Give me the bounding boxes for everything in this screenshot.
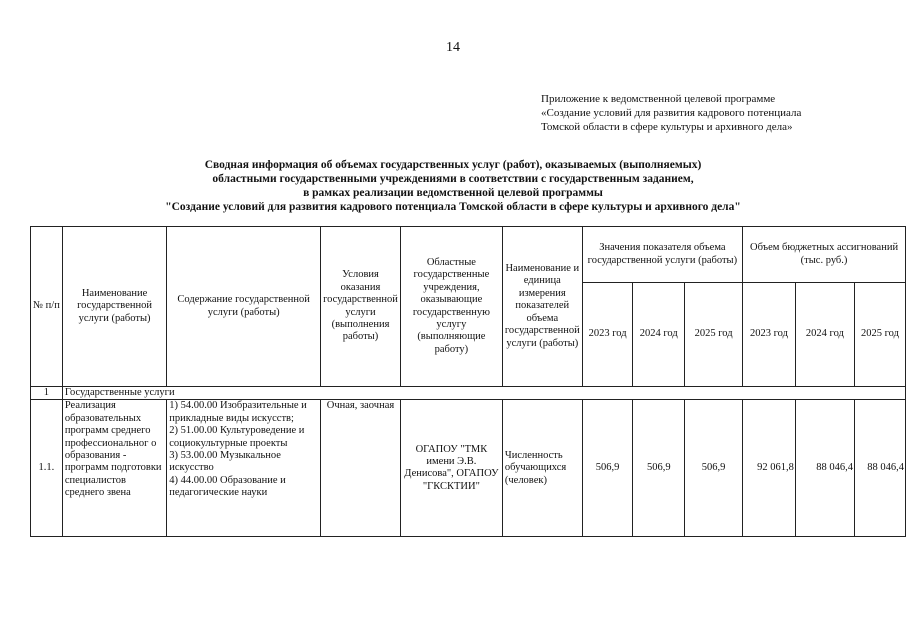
row-budget-2024: 88 046,4 (795, 400, 854, 537)
page-number: 14 (446, 40, 460, 55)
section-label: Государственные услуги (62, 387, 905, 400)
row-unit: Численность обучающихся (человек) (502, 400, 582, 537)
row-institutions: ОГАПОУ "ТМК имени Э.В. Денисова", ОГАПОУ "ГКСКТИИ" (400, 400, 502, 537)
title-line-3: в рамках реализации ведомственной целевой программы (303, 187, 603, 199)
header-volume-group: Значения показателя объема государственной услуги (работы) (582, 227, 742, 283)
row-num: 1.1. (31, 400, 63, 537)
header-volume-2024: 2024 год (633, 283, 685, 387)
header-volume-2025: 2025 год (685, 283, 743, 387)
header-conditions: Условия оказания государственной услуги (выполнения работы) (321, 227, 401, 387)
summary-table-wrapper (30, 226, 906, 537)
header-service-content: Содержание государственной услуги (работы) (167, 227, 321, 387)
row-service-name: Реализация образовательных программ среднего профессиональног о образования - программ подготовки специалистов среднего звена (62, 400, 166, 537)
row-volume-2024: 506,9 (633, 400, 685, 537)
title-line-4: "Создание условий для развития кадрового потенциала Томской области в сфере культуры и архивного дела" (165, 201, 741, 213)
row-volume-2025: 506,9 (685, 400, 743, 537)
summary-table (30, 226, 906, 537)
header-service-name: Наименование государственной услуги (работы) (62, 227, 166, 387)
table-row (31, 400, 906, 537)
row-budget-2025: 88 046,4 (854, 400, 905, 537)
content-item: 1) 54.00.00 Изобразительные и прикладные виды искусств; (169, 400, 307, 424)
content-item: 2) 51.00.00 Культуроведение и социокультурные проекты (169, 425, 305, 449)
header-volume-2023: 2023 год (582, 283, 633, 387)
title-line-1: Сводная информация об объемах государственных услуг (работ), оказываемых (выполняемых) (204, 159, 702, 171)
appendix-note (541, 92, 801, 134)
row-budget-2023: 92 061,8 (743, 400, 796, 537)
content-item: 3) 53.00.00 Музыкальное искусство (169, 450, 281, 474)
header-budget-2024: 2024 год (795, 283, 854, 387)
section-num: 1 (31, 387, 63, 400)
appendix-line-3: Томской области в сфере культуры и архивного дела» (541, 121, 793, 133)
header-unit: Наименование и единица измерения показателей объема государственной услуги (работы) (502, 227, 582, 387)
document-title (0, 158, 906, 214)
section-row (31, 387, 906, 400)
header-budget-2023: 2023 год (743, 283, 796, 387)
row-volume-2023: 506,9 (582, 400, 633, 537)
header-budget-group: Объем бюджетных ассигнований (тыс. руб.) (743, 227, 906, 283)
content-item: 4) 44.00.00 Образование и педагогические науки (169, 474, 286, 499)
row-conditions: Очная, заочная (321, 400, 401, 537)
appendix-line-1: Приложение к ведомственной целевой программе (541, 93, 776, 105)
header-budget-2025: 2025 год (854, 283, 905, 387)
title-line-2: областными государственными учреждениями в соответствии с государственным заданием, (212, 173, 694, 185)
header-institutions: Областные государственные учреждения, оказывающие государственную услугу (выполняющие работу) (400, 227, 502, 387)
appendix-line-2: «Создание условий для развития кадрового потенциала (541, 107, 802, 119)
row-service-content (167, 400, 321, 537)
header-num: № п/п (31, 227, 63, 387)
